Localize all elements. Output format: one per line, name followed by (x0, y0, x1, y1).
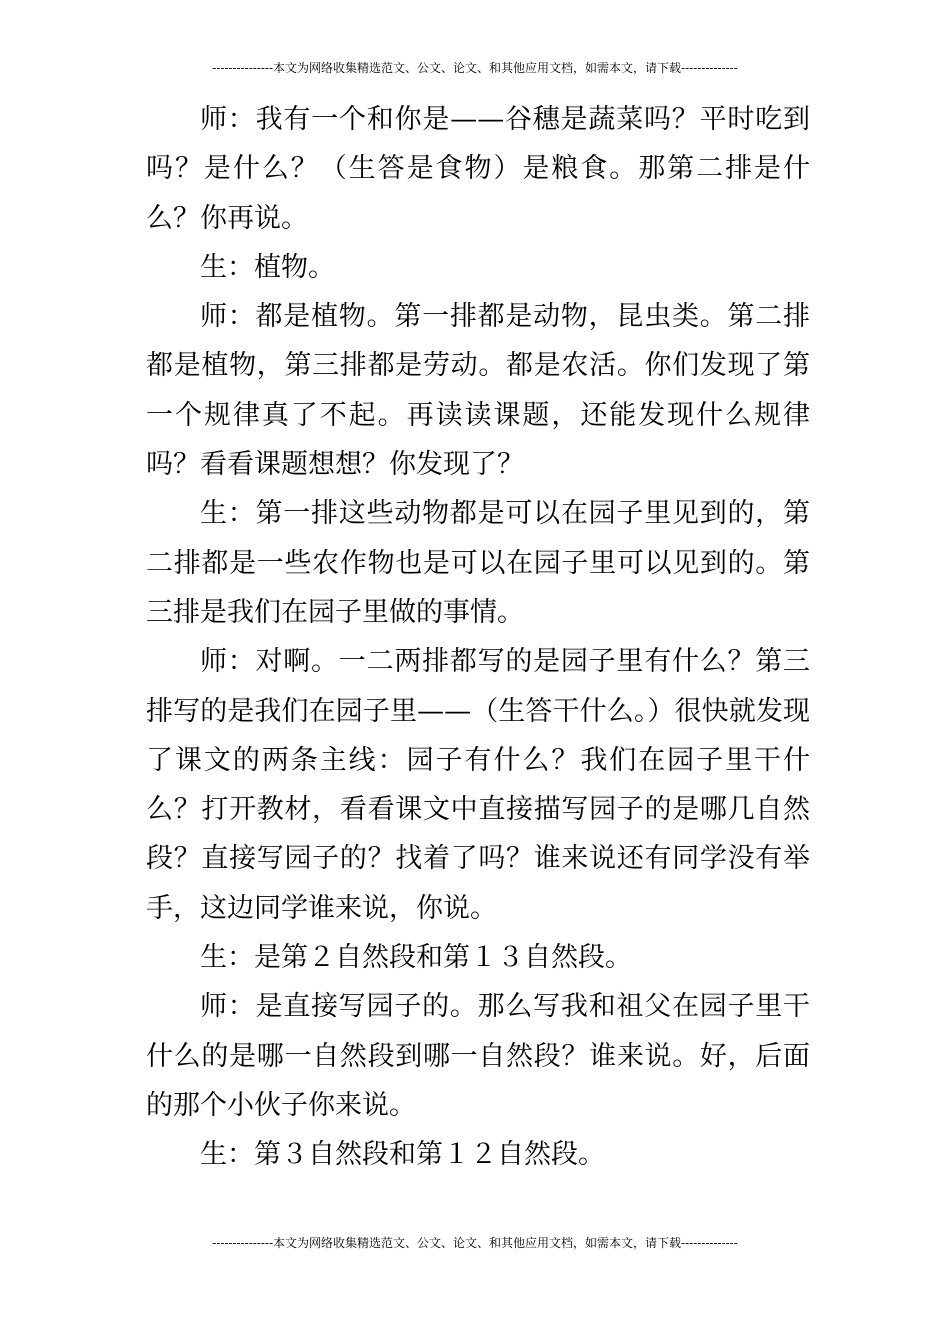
paragraph-student-3: 生：是第２自然段和第１３自然段。 (200, 942, 632, 974)
page-header: ---------------本文为网络收集精选范文、公文、论文、和其他应用文档，如需本文，请下载-------------- (212, 61, 738, 75)
paragraph-teacher-2: 师：都是植物。第一排都是动物，昆虫类。第二排都是植物，第三排都是劳动。都是农活。你们发现了第一个规律真了不起。再读读课题，还能发现什么规律吗？看看课题想想？你发现了？ (146, 301, 810, 481)
paragraph-student-2: 生：第一排这些动物都是可以在园子里见到的，第二排都是一些农作物也是可以在园子里可以见到的。第三排是我们在园子里做的事情。 (146, 498, 810, 628)
page-footer: ---------------本文为网络收集精选范文、公文、论文、和其他应用文档，如需本文，请下载-------------- (212, 1236, 738, 1250)
paragraph-teacher-3: 师：对啊。一二两排都写的是园子里有什么？第三排写的是我们在园子里——（生答干什么。）很快就发现了课文的两条主线：园子有什么？我们在园子里干什么？打开教材，看看课文中直接描写园子的是哪几自然段？直接写园子的？找着了吗？谁来说还有同学没有举手，这边同学谁来说，你说。 (146, 646, 810, 924)
paragraph-student-4: 生：第３自然段和第１２自然段。 (200, 1139, 605, 1171)
document-body (146, 95, 810, 1180)
paragraph-teacher-4: 师：是直接写园子的。那么写我和祖父在园子里干什么的是哪一自然段到哪一自然段？谁来说。好，后面的那个小伙子你来说。 (146, 991, 810, 1121)
paragraph-teacher-1: 师：我有一个和你是——谷穗是蔬菜吗？平时吃到吗？是什么？（生答是食物）是粮食。那第二排是什么？你再说。 (146, 104, 810, 234)
paragraph-student-1: 生：植物。 (200, 251, 335, 283)
